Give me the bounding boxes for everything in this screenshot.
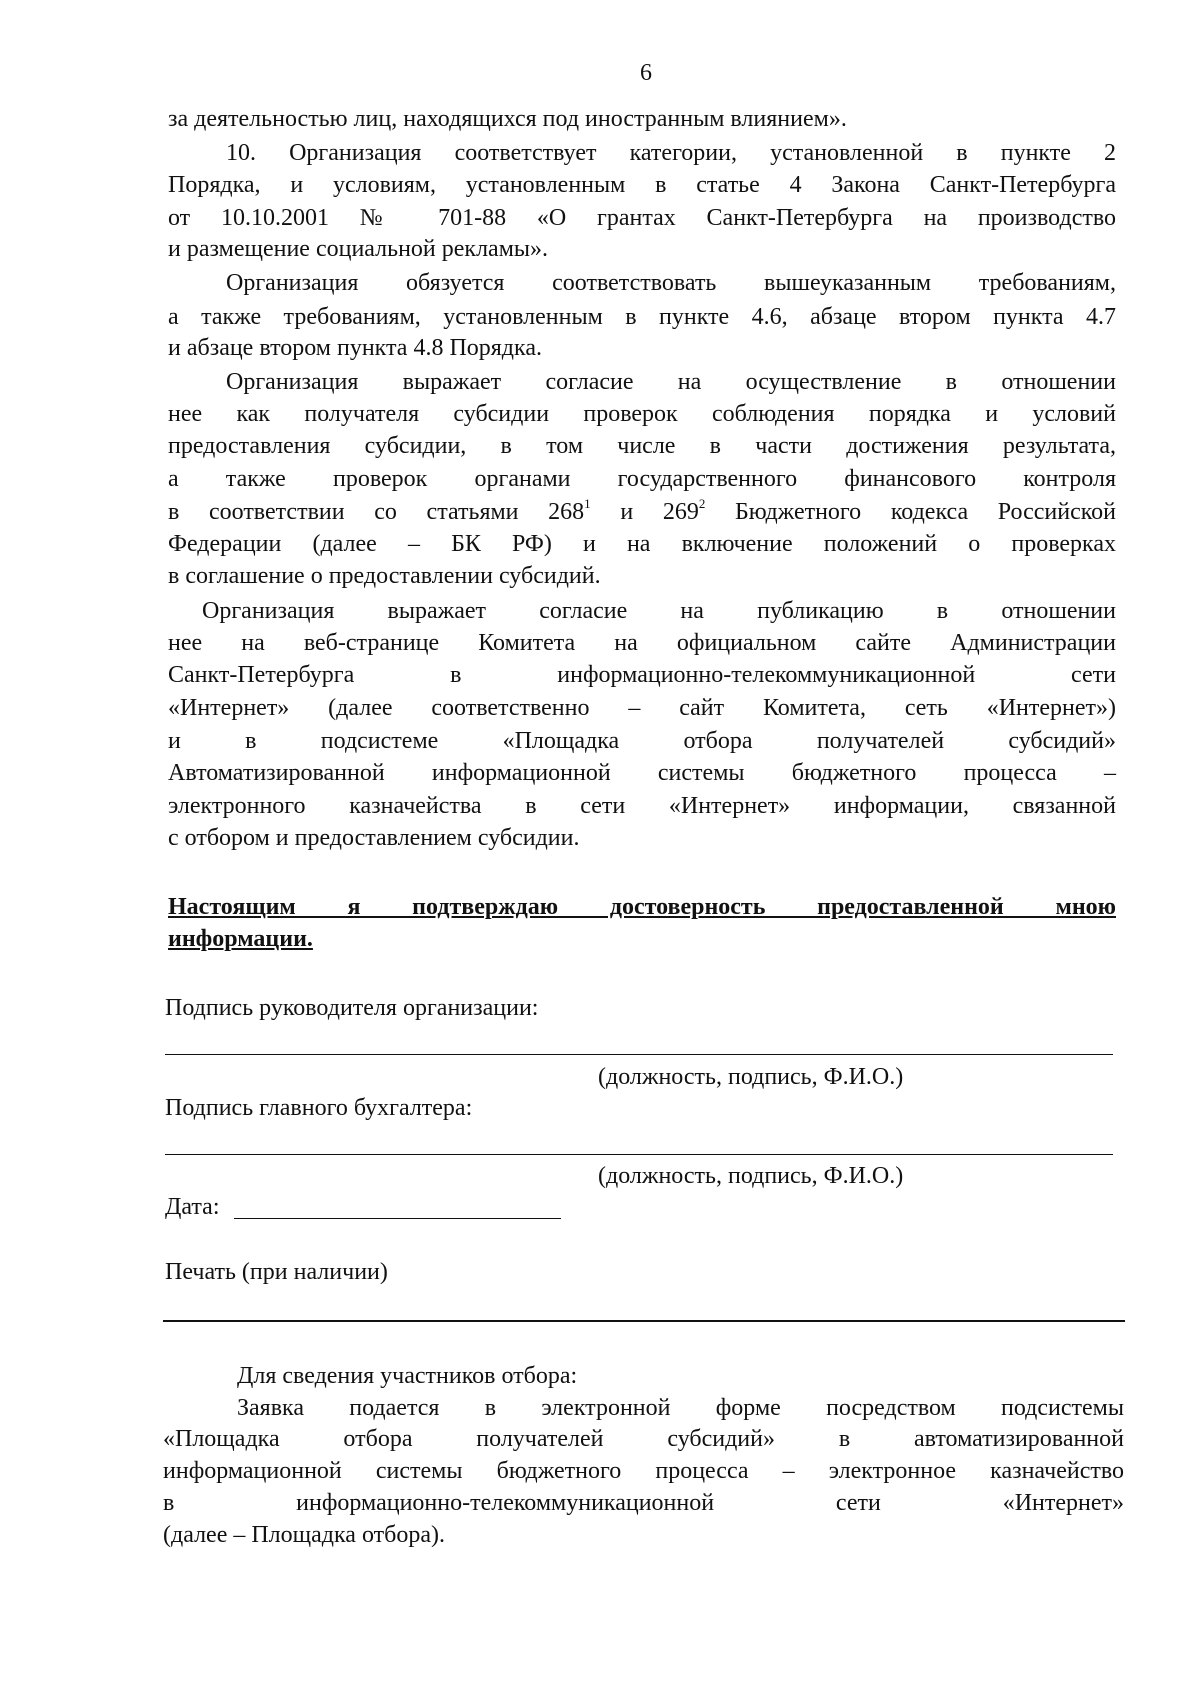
text-line: и абзаце втором пункта 4.8 Порядка. xyxy=(168,335,542,361)
text-line: Федерации (далее – БК РФ) и на включение положений о проверках xyxy=(168,531,1116,557)
note-line: информационной системы бюджетного процесса – электронное казначейство xyxy=(163,1458,1124,1484)
section-divider xyxy=(163,1320,1125,1322)
stamp-label: Печать (при наличии) xyxy=(165,1259,388,1285)
text-line: от 10.10.2001 № 701-88 «О грантах Санкт-Петербурга на производство xyxy=(168,205,1116,231)
text-line: электронного казначейства в сети «Интернет» информации, связанной xyxy=(168,793,1116,819)
text-line: а также требованиям, установленным в пункте 4.6, абзаце втором пункта 4.7 xyxy=(168,304,1116,330)
head-signature-caption: (должность, подпись, Ф.И.О.) xyxy=(598,1064,904,1090)
text-line: «Интернет» (далее соответственно – сайт Комитета, сеть «Интернет») xyxy=(168,695,1116,721)
accountant-signature-caption: (должность, подпись, Ф.И.О.) xyxy=(598,1163,904,1189)
text-line: а также проверок органами государственного финансового контроля xyxy=(168,466,1116,492)
text-line: Организация обязуется соответствовать вышеуказанным требованиям, xyxy=(226,270,1116,296)
text-line: Организация выражает согласие на осуществление в отношении xyxy=(226,369,1116,395)
note-line: (далее – Площадка отбора). xyxy=(163,1522,445,1548)
superscript: 1 xyxy=(584,496,591,511)
text-line: и размещение социальной рекламы». xyxy=(168,236,549,262)
text-line-with-superscripts xyxy=(168,497,1116,527)
text-line: нее на веб-странице Комитета на официальном сайте Администрации xyxy=(168,630,1116,656)
text-line: Автоматизированной информационной системы бюджетного процесса – xyxy=(168,760,1116,786)
date-label: Дата: xyxy=(165,1194,220,1220)
text-line: предоставления субсидии, в том числе в части достижения результата, xyxy=(168,433,1116,459)
confirmation-statement: Настоящим я подтверждаю достоверность предоставленной мною xyxy=(168,894,1116,920)
confirmation-statement: информации. xyxy=(168,926,313,952)
note-line: «Площадка отбора получателей субсидий» в автоматизированной xyxy=(163,1426,1124,1452)
text-line: Порядка, и условиям, установленным в статье 4 Закона Санкт-Петербурга xyxy=(168,172,1116,198)
accountant-signature-label: Подпись главного бухгалтера: xyxy=(165,1095,473,1121)
text-line: Санкт-Петербурга в информационно-телекоммуникационной сети xyxy=(168,662,1116,688)
note-heading: Для сведения участников отбора: xyxy=(237,1363,578,1389)
text-line: нее как получателя субсидии проверок соблюдения порядка и условий xyxy=(168,401,1116,427)
text-line: Организация выражает согласие на публикацию в отношении xyxy=(202,598,1116,624)
note-line: Заявка подается в электронной форме посредством подсистемы xyxy=(237,1395,1124,1421)
text-line: и в подсистеме «Площадка отбора получателей субсидий» xyxy=(168,728,1116,754)
text-line: в соглашение о предоставлении субсидий. xyxy=(168,563,601,589)
note-line: в информационно-телекоммуникационной сети «Интернет» xyxy=(163,1490,1124,1516)
page-number: 6 xyxy=(640,60,652,86)
accountant-signature-line[interactable] xyxy=(165,1154,1113,1155)
text-line: за деятельностью лиц, находящихся под иностранным влиянием». xyxy=(168,106,847,132)
text-line: 10. Организация соответствует категории, установленной в пункте 2 xyxy=(226,140,1116,166)
text-fragment: Бюджетного кодекса Российской xyxy=(705,499,1117,525)
head-signature-line[interactable] xyxy=(165,1054,1113,1055)
text-fragment: в соответствии со статьями 268 xyxy=(168,499,585,525)
head-signature-label: Подпись руководителя организации: xyxy=(165,995,539,1021)
date-line[interactable] xyxy=(234,1218,561,1219)
superscript: 2 xyxy=(698,496,706,511)
text-fragment: и 269 xyxy=(590,499,699,525)
text-line: с отбором и предоставлением субсидии. xyxy=(168,825,580,851)
